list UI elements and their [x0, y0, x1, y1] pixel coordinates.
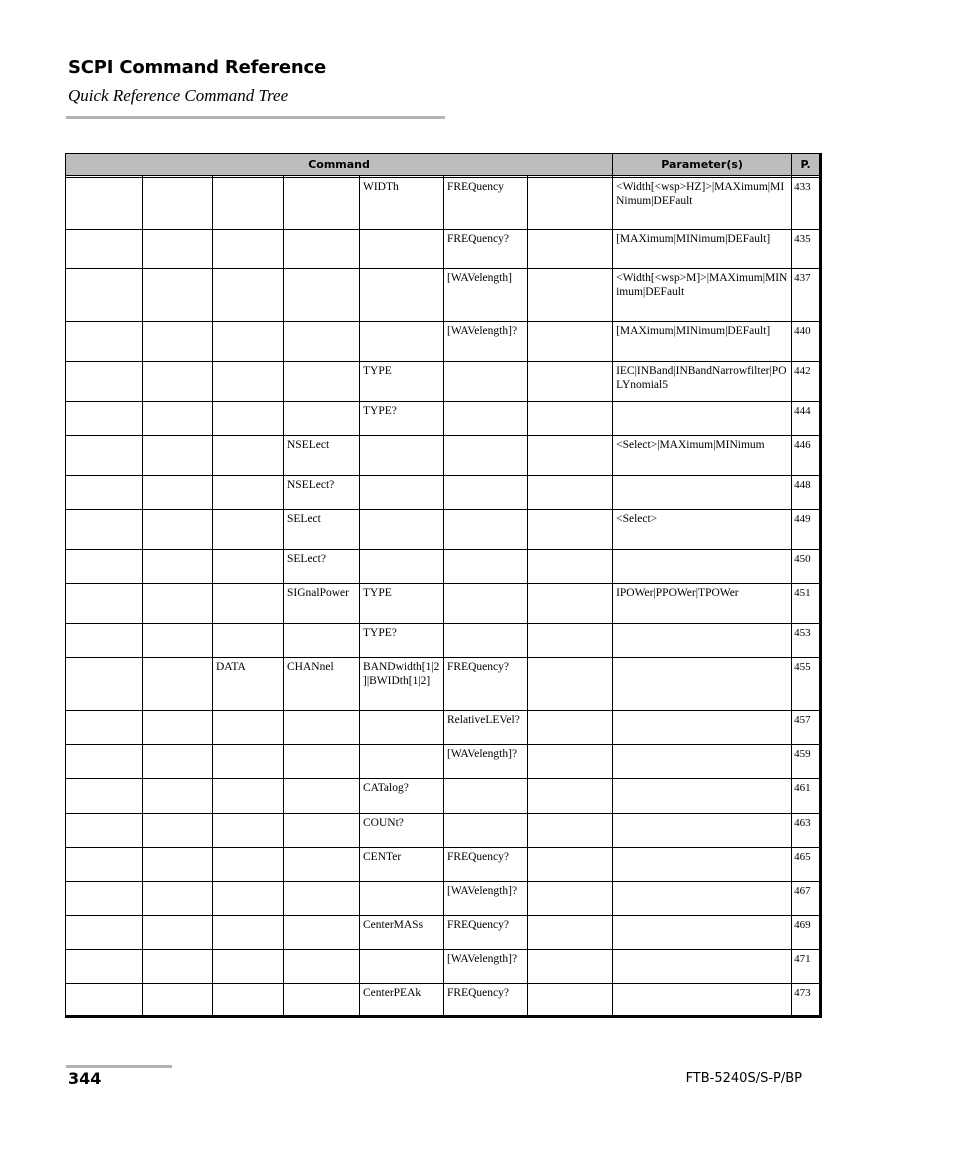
command-level-2-cell: [143, 984, 213, 1017]
product-model: FTB-5240S/S-P/BP: [685, 1071, 802, 1086]
command-level-3-cell: [213, 848, 284, 882]
page-ref-cell: 465: [792, 848, 821, 882]
command-level-7-cell: [528, 362, 613, 402]
command-level-5-cell: CATalog?: [360, 779, 444, 814]
parameters-cell: [613, 402, 792, 436]
command-level-7-cell: [528, 711, 613, 745]
command-level-3-cell: [213, 624, 284, 658]
page-ref-cell: 471: [792, 950, 821, 984]
command-level-7-cell: [528, 745, 613, 779]
table-row: [66, 984, 821, 1017]
table-row: [66, 178, 821, 230]
table-row: [66, 510, 821, 550]
command-level-3-cell: [213, 230, 284, 269]
table-row: [66, 402, 821, 436]
command-level-4-cell: [284, 745, 360, 779]
command-level-1-cell: [66, 882, 143, 916]
command-level-5-cell: CenterPEAk: [360, 984, 444, 1017]
command-level-5-cell: TYPE: [360, 362, 444, 402]
command-level-6-cell: [WAVelength]: [444, 269, 528, 322]
command-level-2-cell: [143, 584, 213, 624]
command-level-2-cell: [143, 436, 213, 476]
command-level-7-cell: [528, 584, 613, 624]
command-level-6-cell: FREQuency?: [444, 916, 528, 950]
command-level-7-cell: [528, 402, 613, 436]
command-level-1-cell: [66, 584, 143, 624]
command-level-1-cell: [66, 476, 143, 510]
page-ref-cell: 461: [792, 779, 821, 814]
page-ref-cell: 467: [792, 882, 821, 916]
command-level-1-cell: [66, 550, 143, 584]
command-level-3-cell: [213, 322, 284, 362]
column-header-page: P.: [792, 154, 821, 176]
parameters-cell: IPOWer|PPOWer|TPOWer: [613, 584, 792, 624]
command-level-6-cell: [WAVelength]?: [444, 882, 528, 916]
table-row: [66, 950, 821, 984]
command-level-1-cell: [66, 269, 143, 322]
command-level-5-cell: [360, 711, 444, 745]
command-level-2-cell: [143, 402, 213, 436]
command-level-5-cell: [360, 476, 444, 510]
command-level-1-cell: [66, 402, 143, 436]
header-divider: [66, 116, 445, 119]
table-row: [66, 476, 821, 510]
command-level-2-cell: [143, 230, 213, 269]
parameters-cell: [613, 711, 792, 745]
parameters-cell: [613, 745, 792, 779]
command-level-4-cell: [284, 178, 360, 230]
page-ref-cell: 459: [792, 745, 821, 779]
command-level-1-cell: [66, 658, 143, 711]
parameters-cell: [613, 624, 792, 658]
parameters-cell: [613, 882, 792, 916]
command-level-3-cell: [213, 178, 284, 230]
command-level-1-cell: [66, 711, 143, 745]
command-level-7-cell: [528, 624, 613, 658]
command-level-6-cell: [444, 814, 528, 848]
command-level-2-cell: [143, 362, 213, 402]
table-row: [66, 848, 821, 882]
command-level-3-cell: [213, 745, 284, 779]
command-level-6-cell: FREQuency?: [444, 984, 528, 1017]
command-level-3-cell: [213, 711, 284, 745]
command-level-1-cell: [66, 916, 143, 950]
command-level-7-cell: [528, 230, 613, 269]
page-title: SCPI Command Reference: [68, 57, 327, 78]
table-row: [66, 362, 821, 402]
command-level-2-cell: [143, 882, 213, 916]
page-ref-cell: 442: [792, 362, 821, 402]
command-level-3-cell: [213, 984, 284, 1017]
command-level-6-cell: [444, 624, 528, 658]
command-level-5-cell: [360, 950, 444, 984]
command-level-4-cell: [284, 848, 360, 882]
command-level-7-cell: [528, 779, 613, 814]
command-level-3-cell: [213, 550, 284, 584]
command-level-5-cell: COUNt?: [360, 814, 444, 848]
table-row: [66, 269, 821, 322]
table-row: [66, 711, 821, 745]
parameters-cell: [613, 848, 792, 882]
command-level-2-cell: [143, 814, 213, 848]
command-level-4-cell: [284, 814, 360, 848]
command-level-1-cell: [66, 984, 143, 1017]
command-level-2-cell: [143, 178, 213, 230]
command-level-4-cell: [284, 322, 360, 362]
command-level-2-cell: [143, 848, 213, 882]
command-level-7-cell: [528, 814, 613, 848]
command-level-6-cell: [444, 779, 528, 814]
command-level-3-cell: DATA: [213, 658, 284, 711]
table-row: [66, 550, 821, 584]
command-level-6-cell: [444, 362, 528, 402]
table-row: [66, 624, 821, 658]
table-header-row: [66, 154, 821, 176]
table-row: [66, 436, 821, 476]
command-level-2-cell: [143, 779, 213, 814]
command-level-4-cell: [284, 984, 360, 1017]
column-header-command: Command: [66, 154, 613, 176]
command-level-7-cell: [528, 476, 613, 510]
page-ref-cell: 433: [792, 178, 821, 230]
command-level-6-cell: [WAVelength]?: [444, 322, 528, 362]
command-level-6-cell: [WAVelength]?: [444, 950, 528, 984]
table-row: [66, 230, 821, 269]
command-level-4-cell: [284, 230, 360, 269]
command-level-3-cell: [213, 476, 284, 510]
command-level-5-cell: [360, 322, 444, 362]
page-ref-cell: 450: [792, 550, 821, 584]
table-row: [66, 882, 821, 916]
command-level-2-cell: [143, 269, 213, 322]
command-level-5-cell: [360, 550, 444, 584]
command-level-1-cell: [66, 779, 143, 814]
command-level-6-cell: RelativeLEVel?: [444, 711, 528, 745]
command-level-7-cell: [528, 882, 613, 916]
command-level-7-cell: [528, 322, 613, 362]
parameters-cell: [613, 984, 792, 1017]
command-level-3-cell: [213, 584, 284, 624]
command-level-6-cell: [444, 550, 528, 584]
command-level-4-cell: [284, 779, 360, 814]
command-level-7-cell: [528, 658, 613, 711]
command-level-7-cell: [528, 510, 613, 550]
command-level-5-cell: [360, 230, 444, 269]
command-level-4-cell: SELect: [284, 510, 360, 550]
command-level-7-cell: [528, 950, 613, 984]
parameters-cell: <Select>|MAXimum|MINimum: [613, 436, 792, 476]
command-level-1-cell: [66, 814, 143, 848]
command-level-2-cell: [143, 745, 213, 779]
command-level-1-cell: [66, 745, 143, 779]
command-level-3-cell: [213, 916, 284, 950]
command-level-7-cell: [528, 436, 613, 476]
command-level-4-cell: [284, 362, 360, 402]
command-level-4-cell: CHANnel: [284, 658, 360, 711]
parameters-cell: [MAXimum|MINimum|DEFault]: [613, 230, 792, 269]
command-level-2-cell: [143, 658, 213, 711]
command-level-4-cell: SIGnalPower: [284, 584, 360, 624]
command-level-1-cell: [66, 436, 143, 476]
page-subtitle: Quick Reference Command Tree: [68, 86, 289, 105]
command-level-1-cell: [66, 230, 143, 269]
table-row: [66, 916, 821, 950]
parameters-cell: [613, 779, 792, 814]
parameters-cell: [613, 950, 792, 984]
page-number: 344: [68, 1069, 102, 1088]
command-level-4-cell: NSELect: [284, 436, 360, 476]
command-level-5-cell: [360, 745, 444, 779]
command-level-5-cell: [360, 269, 444, 322]
command-level-2-cell: [143, 950, 213, 984]
command-level-7-cell: [528, 269, 613, 322]
parameters-cell: [MAXimum|MINimum|DEFault]: [613, 322, 792, 362]
command-level-2-cell: [143, 624, 213, 658]
page-ref-cell: 435: [792, 230, 821, 269]
parameters-cell: [613, 658, 792, 711]
command-level-3-cell: [213, 814, 284, 848]
parameters-cell: <Width[<wsp>M]>|MAXimum|MINimum|DEFault: [613, 269, 792, 322]
page-ref-cell: 449: [792, 510, 821, 550]
page-ref-cell: 455: [792, 658, 821, 711]
command-level-6-cell: [444, 402, 528, 436]
command-level-4-cell: [284, 402, 360, 436]
command-level-7-cell: [528, 916, 613, 950]
page-ref-cell: 451: [792, 584, 821, 624]
command-level-5-cell: CENTer: [360, 848, 444, 882]
page-ref-cell: 446: [792, 436, 821, 476]
command-level-5-cell: TYPE: [360, 584, 444, 624]
page-ref-cell: 463: [792, 814, 821, 848]
command-level-4-cell: NSELect?: [284, 476, 360, 510]
command-level-6-cell: [444, 476, 528, 510]
command-level-1-cell: [66, 510, 143, 550]
command-level-5-cell: [360, 436, 444, 476]
command-level-4-cell: [284, 882, 360, 916]
table-row: [66, 745, 821, 779]
parameters-cell: IEC|INBand|INBandNarrowfilter|POLYnomial5: [613, 362, 792, 402]
command-level-4-cell: [284, 624, 360, 658]
command-level-5-cell: [360, 882, 444, 916]
page-ref-cell: 473: [792, 984, 821, 1017]
command-level-2-cell: [143, 322, 213, 362]
page-ref-cell: 453: [792, 624, 821, 658]
table-row: [66, 658, 821, 711]
command-level-2-cell: [143, 550, 213, 584]
command-level-6-cell: [444, 510, 528, 550]
footer-divider: [66, 1065, 172, 1068]
page-ref-cell: 440: [792, 322, 821, 362]
command-table: [65, 153, 822, 1018]
command-level-7-cell: [528, 550, 613, 584]
command-level-4-cell: [284, 711, 360, 745]
page-ref-cell: 448: [792, 476, 821, 510]
command-level-5-cell: WIDTh: [360, 178, 444, 230]
command-level-6-cell: [WAVelength]?: [444, 745, 528, 779]
table-row: [66, 584, 821, 624]
command-level-1-cell: [66, 178, 143, 230]
parameters-cell: <Width[<wsp>HZ]>|MAXimum|MINimum|DEFault: [613, 178, 792, 230]
command-level-3-cell: [213, 269, 284, 322]
command-level-3-cell: [213, 436, 284, 476]
command-level-4-cell: [284, 950, 360, 984]
command-level-3-cell: [213, 882, 284, 916]
command-level-6-cell: FREQuency: [444, 178, 528, 230]
parameters-cell: <Select>: [613, 510, 792, 550]
command-level-1-cell: [66, 950, 143, 984]
command-level-6-cell: FREQuency?: [444, 658, 528, 711]
parameters-cell: [613, 916, 792, 950]
column-header-parameters: Parameter(s): [613, 154, 792, 176]
parameters-cell: [613, 476, 792, 510]
table-row: [66, 322, 821, 362]
command-level-5-cell: [360, 510, 444, 550]
page-ref-cell: 437: [792, 269, 821, 322]
page-ref-cell: 457: [792, 711, 821, 745]
command-level-7-cell: [528, 984, 613, 1017]
command-level-6-cell: FREQuency?: [444, 848, 528, 882]
command-level-5-cell: BANDwidth[1|2]|BWIDth[1|2]: [360, 658, 444, 711]
page-ref-cell: 444: [792, 402, 821, 436]
command-level-2-cell: [143, 711, 213, 745]
command-level-5-cell: CenterMASs: [360, 916, 444, 950]
command-level-6-cell: FREQuency?: [444, 230, 528, 269]
command-level-1-cell: [66, 322, 143, 362]
command-level-7-cell: [528, 848, 613, 882]
command-level-1-cell: [66, 624, 143, 658]
command-level-7-cell: [528, 178, 613, 230]
command-level-5-cell: TYPE?: [360, 402, 444, 436]
command-level-1-cell: [66, 362, 143, 402]
table-row: [66, 779, 821, 814]
command-level-3-cell: [213, 362, 284, 402]
command-level-1-cell: [66, 848, 143, 882]
command-level-4-cell: SELect?: [284, 550, 360, 584]
command-level-2-cell: [143, 916, 213, 950]
command-level-2-cell: [143, 476, 213, 510]
parameters-cell: [613, 550, 792, 584]
table-row: [66, 814, 821, 848]
command-level-3-cell: [213, 950, 284, 984]
command-level-3-cell: [213, 510, 284, 550]
command-level-2-cell: [143, 510, 213, 550]
command-level-6-cell: [444, 436, 528, 476]
command-level-6-cell: [444, 584, 528, 624]
command-level-3-cell: [213, 402, 284, 436]
command-level-3-cell: [213, 779, 284, 814]
command-level-4-cell: [284, 916, 360, 950]
parameters-cell: [613, 814, 792, 848]
page-ref-cell: 469: [792, 916, 821, 950]
command-level-4-cell: [284, 269, 360, 322]
command-level-5-cell: TYPE?: [360, 624, 444, 658]
